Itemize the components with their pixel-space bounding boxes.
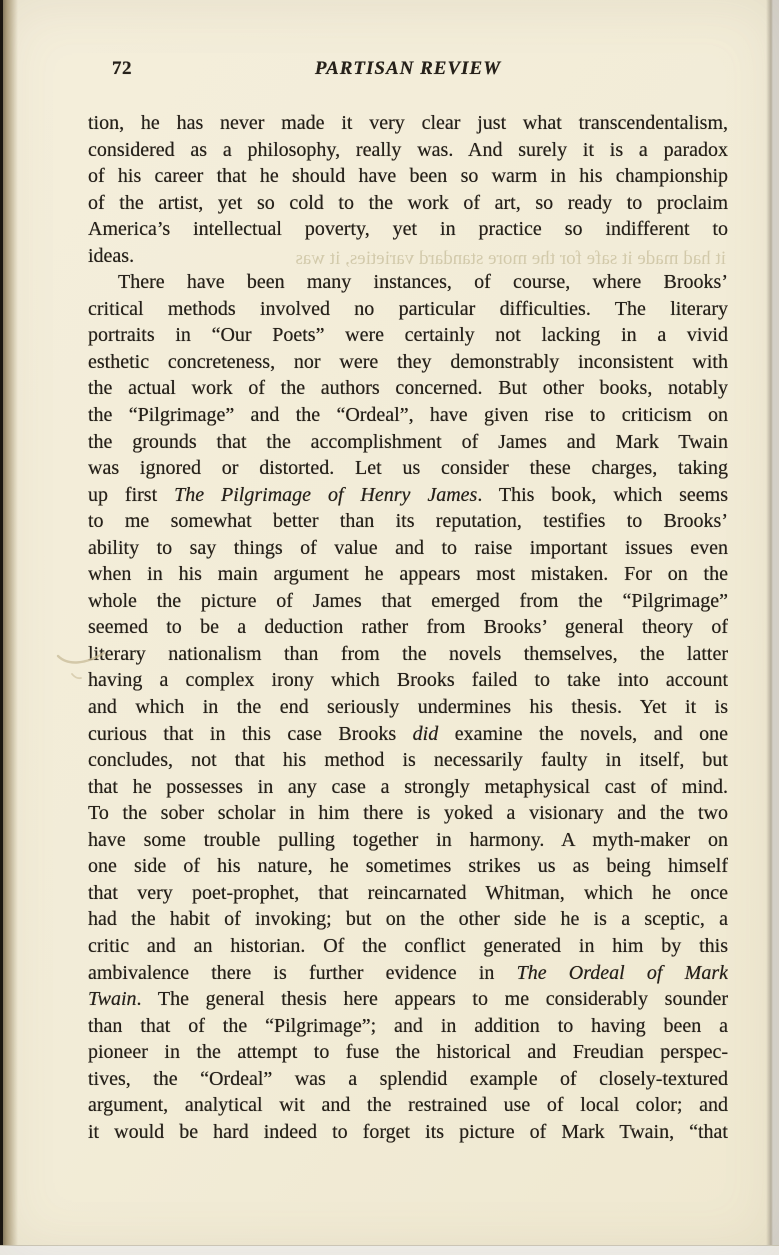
text-line: literary nationalism than from the novels themselves, the latter — [88, 642, 728, 665]
text-line: Twain. The general thesis here appears to me considerably sounder — [88, 988, 728, 1011]
text-line: it would be hard indeed to forget its picture of Mark Twain, “that — [88, 1120, 728, 1143]
text-line: America’s intellectual poverty, yet in practice so indifferent to — [88, 218, 728, 241]
text-line: one side of his nature, he sometimes strikes us as being himself — [88, 855, 728, 878]
running-head: PARTISAN REVIEW — [314, 58, 502, 79]
text-line: There have been many instances, of course, where Brooks’ — [118, 271, 728, 294]
text-line: and which in the end seriously undermines his thesis. Yet it is — [88, 696, 728, 719]
text-line: To the sober scholar in him there is yoked a visionary and the two — [88, 802, 728, 825]
text-line: concludes, not that his method is necessarily faulty in itself, but — [88, 749, 728, 772]
text-line: to me somewhat better than its reputation, testifies to Brooks’ — [88, 510, 728, 533]
text-line: of the artist, yet so cold to the work of art, so ready to proclaim — [88, 191, 728, 214]
text-line: curious that in this case Brooks did examine the novels, and one — [88, 722, 728, 745]
text-line: tion, he has never made it very clear just what transcendentalism, — [88, 112, 728, 134]
text-line: seemed to be a deduction rather from Brooks’ general theory of — [88, 616, 728, 639]
text-line: critical methods involved no particular difficulties. The literary — [88, 297, 728, 320]
text-line: have some trouble pulling together in harmony. A myth-maker on — [88, 828, 728, 851]
text-block — [88, 110, 728, 1145]
text-line: was ignored or distorted. Let us consider these charges, taking — [88, 457, 728, 480]
text-line: argument, analytical wit and the restrained use of local color; and — [88, 1094, 728, 1117]
page-header — [88, 56, 728, 82]
text-line: up first The Pilgrimage of Henry James. This book, which seems — [88, 483, 728, 506]
text-line: whole the picture of James that emerged from the “Pilgrimage” — [88, 589, 728, 612]
text-line: ambivalence there is further evidence in The Ordeal of Mark — [88, 961, 728, 984]
text-line: that he possesses in any case a strongly metaphysical cast of mind. — [88, 775, 728, 798]
text-line: the actual work of the authors concerned. But other books, notably — [88, 377, 728, 400]
text-line: esthetic concreteness, nor were they demonstrably inconsistent with — [88, 350, 728, 373]
text-line: ideas. — [88, 244, 135, 267]
text-line: tives, the “Ordeal” was a splendid example of closely-textured — [88, 1067, 728, 1090]
show-through-ghost-text: it had made it safe for the more standard varieties, it was — [295, 248, 726, 269]
page-edge-left — [0, 0, 18, 1246]
text-line: when in his main argument he appears most mistaken. For on the — [88, 563, 728, 586]
text-line: that very poet-prophet, that reincarnated Whitman, which he once — [88, 881, 728, 904]
text-line: the “Pilgrimage” and the “Ordeal”, have given rise to criticism on — [88, 404, 728, 427]
text-line: the grounds that the accomplishment of James and Mark Twain — [88, 430, 728, 453]
text-line: of his career that he should have been so warm in his championship — [88, 165, 728, 188]
text-line: ability to say things of value and to raise important issues even — [88, 536, 728, 559]
text-line: portraits in “Our Poets” were certainly not lacking in a vivid — [88, 324, 728, 347]
page-edge-right — [766, 0, 779, 1246]
text-line: considered as a philosophy, really was. And surely it is a paradox — [88, 138, 728, 161]
text-line: having a complex irony which Brooks failed to take into account — [88, 669, 728, 692]
text-line: pioneer in the attempt to fuse the historical and Freudian perspec- — [88, 1041, 728, 1064]
page-number: 72 — [112, 58, 132, 79]
text-line: had the habit of invoking; but on the other side he is a sceptic, a — [88, 908, 728, 931]
page-edge-bottom — [0, 1245, 779, 1255]
text-line: critic and an historian. Of the conflict generated in him by this — [88, 934, 728, 957]
text-line: than that of the “Pilgrimage”; and in addition to having been a — [88, 1014, 728, 1037]
